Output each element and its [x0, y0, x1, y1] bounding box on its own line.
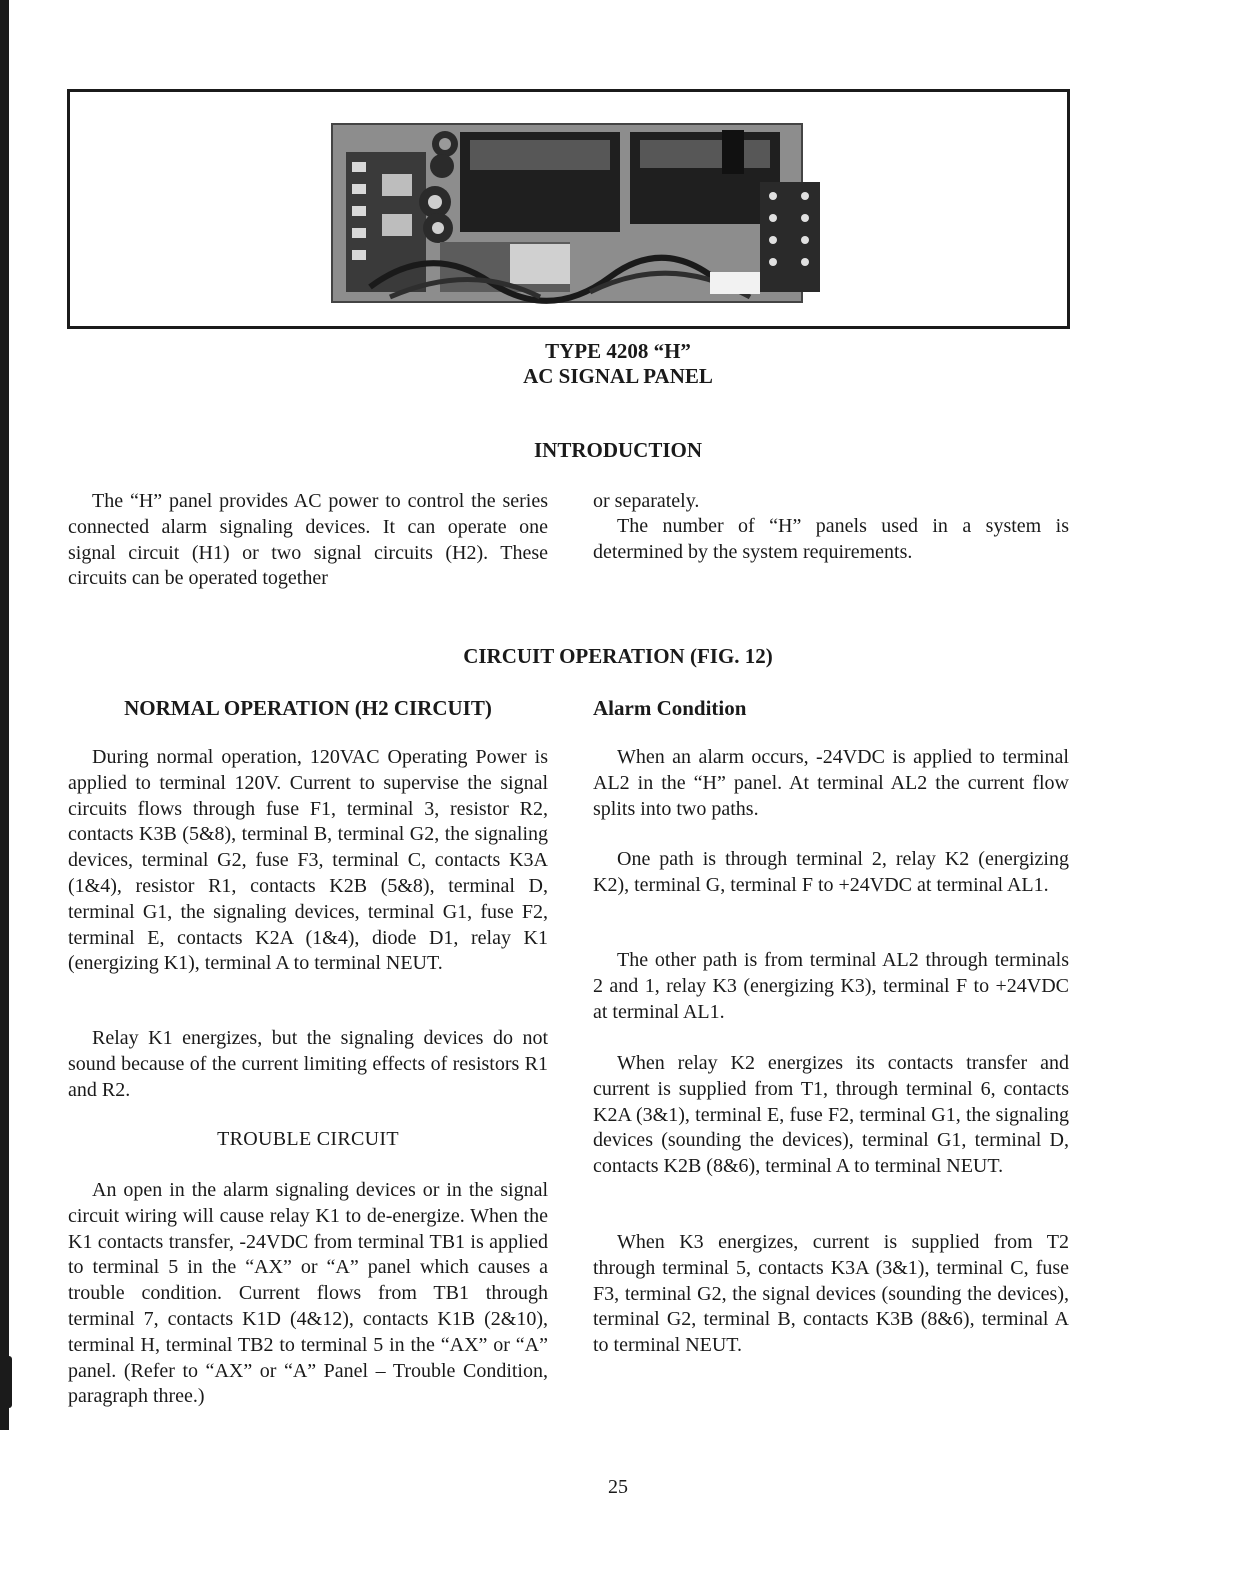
circuit-operation-heading: CIRCUIT OPERATION (FIG. 12) [463, 644, 773, 668]
trouble-circuit-heading: TROUBLE CIRCUIT [217, 1128, 399, 1150]
introduction-heading: INTRODUCTION [533, 438, 703, 462]
trouble-circuit-paragraph: An open in the alarm signaling devices or in the signal circuit wiring will cause relay K1 to de-energize. When the K1 contacts transfer, -24VDC from terminal TB1 is applied to terminal 5 in the “AX” or “A” panel which causes a trouble condition. Current flows from TB1 through terminal 7, contacts K1D (4&12), contacts K1B (2&10), terminal H, terminal TB2 to terminal 5 in the “AX” or “A” panel. (Refer to “AX” or “A” Panel – Trouble Condition, paragraph three.) [68, 1179, 548, 1408]
intro-paragraph-left: The “H” panel provides AC power to control the series connected alarm signaling devices. It can operate one signal circuit (H1) or two signal circuits (H2). These circuits can be operated together [68, 490, 548, 590]
normal-operation-paragraph-1: During normal operation, 120VAC Operating Power is applied to terminal 120V. Current to supervise the signal circuits flows through fuse F1, terminal 3, resistor R2, contacts K3B (5&8), terminal B, terminal G2, the signaling devices, terminal G2, fuse F3, terminal C, contacts K3A (1&4), resistor R1, contacts K2B (5&8), terminal D, terminal G1, the signaling devices, terminal G1, fuse F2, terminal E, contacts K2A (1&4), diode D1, relay K1 (energizing K1), terminal A to terminal NEUT. [68, 746, 548, 975]
intro-paragraph-right-continued: or separately. [593, 490, 700, 512]
figure-frame [67, 89, 1070, 329]
intro-paragraph-right: The number of “H” panels used in a system is determined by the system requirements. [593, 515, 1069, 563]
alarm-paragraph-4: When relay K2 energizes its contacts transfer and current is supplied from T1, through terminal 6, contacts K2A (3&1), terminal E, fuse F2, terminal G1, the signaling devices (sounding the devices), terminal G1, terminal D, contacts K2B (8&6), terminal A to terminal NEUT. [593, 1052, 1069, 1178]
alarm-paragraph-3: The other path is from terminal AL2 through terminals 2 and 1, relay K3 (energizing K3), terminal F to +24VDC at terminal AL1. [593, 949, 1069, 1023]
circuit-board-photo [70, 92, 1067, 326]
normal-operation-heading: NORMAL OPERATION (H2 CIRCUIT) [124, 696, 492, 720]
binding-edge [0, 0, 9, 1430]
binding-mark [6, 1356, 12, 1408]
figure-caption-title: TYPE 4208 “H” [545, 339, 691, 363]
normal-operation-paragraph-2: Relay K1 energizes, but the signaling devices do not sound because of the current limiting effects of resistors R1 and R2. [68, 1027, 548, 1101]
figure-caption-subtitle: AC SIGNAL PANEL [523, 364, 713, 388]
alarm-paragraph-5: When K3 energizes, current is supplied from T2 through terminal 5, contacts K3A (3&1), terminal C, fuse F3, terminal G2, the signal devices (sounding the devices), terminal G2, terminal B, contacts K3B (8&6), terminal A to terminal NEUT. [593, 1231, 1069, 1357]
alarm-paragraph-1: When an alarm occurs, -24VDC is applied to terminal AL2 in the “H” panel. At terminal AL2 the current flow splits into two paths. [593, 746, 1069, 820]
alarm-condition-heading: Alarm Condition [593, 696, 747, 720]
alarm-paragraph-2: One path is through terminal 2, relay K2 (energizing K2), terminal G, terminal F to +24VDC at terminal AL1. [593, 848, 1069, 896]
page-number: 25 [608, 1476, 628, 1498]
